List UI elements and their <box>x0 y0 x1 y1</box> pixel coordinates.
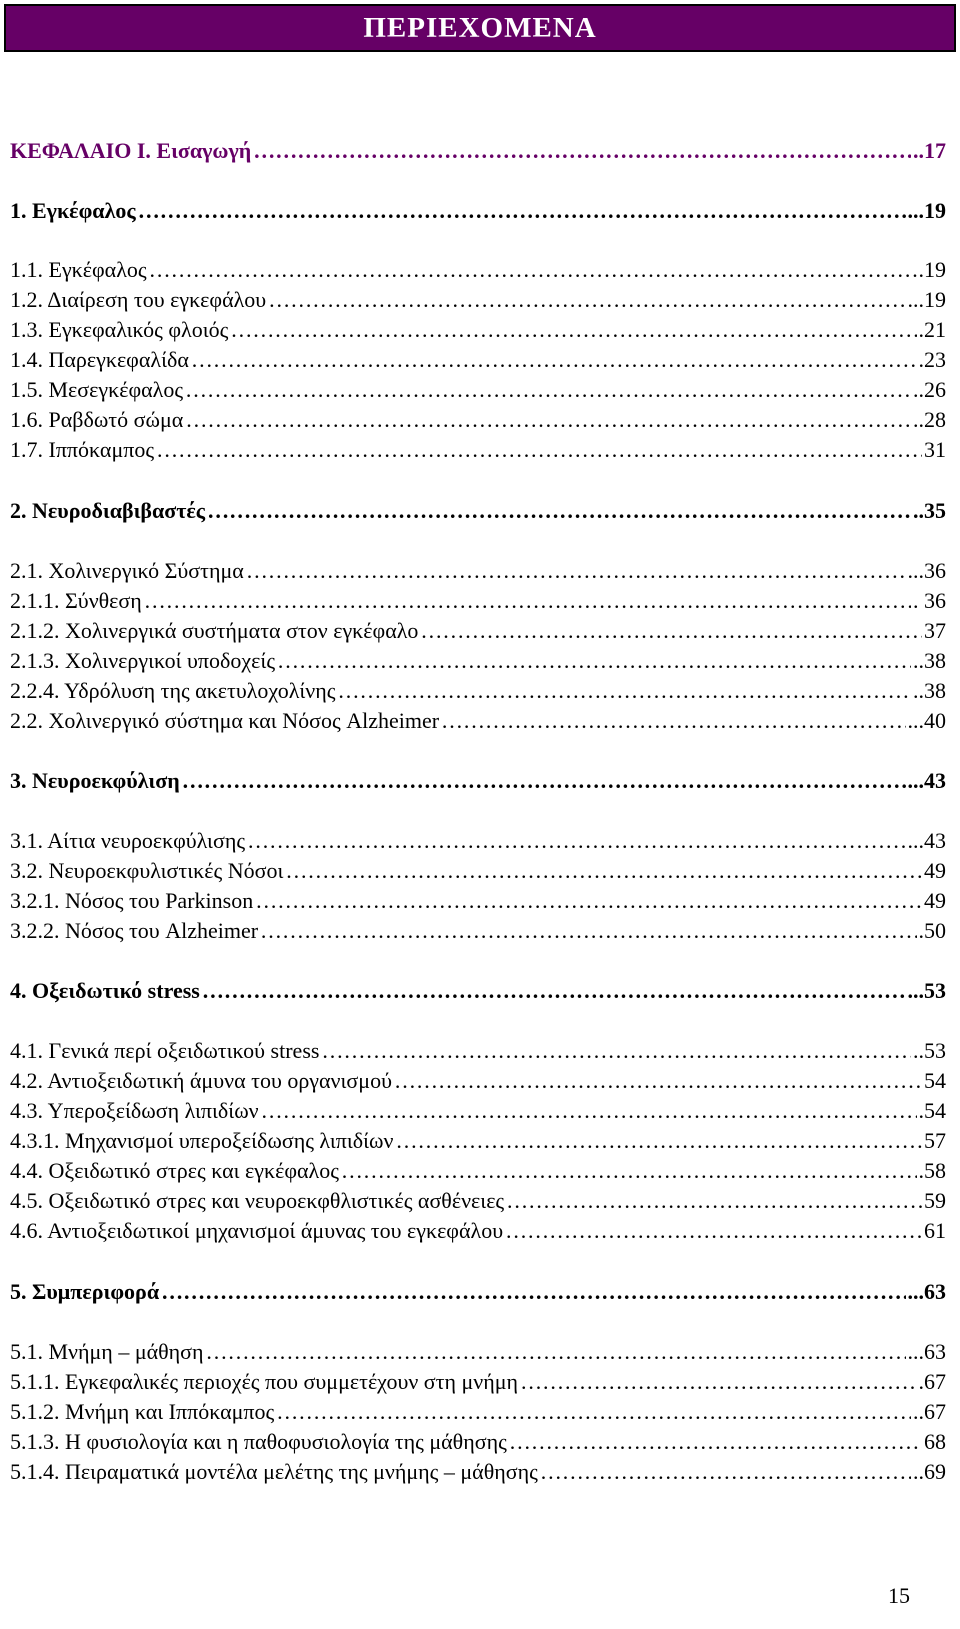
toc-entry-page: ...63 <box>907 1279 946 1304</box>
toc-leader-dots <box>182 766 906 796</box>
toc-leader-dots <box>520 1367 916 1397</box>
toc-entry[interactable] <box>10 435 946 465</box>
toc-leader-dots <box>285 856 922 886</box>
toc-entry-page: 61 <box>924 1218 946 1243</box>
toc-entry-page: ...36 <box>907 558 946 583</box>
toc-leader-dots <box>138 196 906 226</box>
toc-entry-label: 5.1.2. Μνήμη και Ιππόκαμπος <box>10 1399 275 1424</box>
toc-entry-page: ..17 <box>913 138 946 163</box>
toc-entry-page: .67 <box>918 1369 946 1394</box>
toc-entry-label: 4.2. Αντιοξειδωτική άμυνα του οργανισμού <box>10 1068 392 1093</box>
toc-entry-page: ...43 <box>907 828 946 853</box>
toc-entry-page: ...43 <box>907 768 946 793</box>
toc-entry[interactable] <box>10 1397 946 1427</box>
toc-entry-label: 4.3. Υπεροξείδωση λιπιδίων <box>10 1098 259 1123</box>
toc-entry-page: 54 <box>924 1068 946 1093</box>
toc-leader-dots <box>247 826 905 856</box>
toc-entry[interactable] <box>10 1277 946 1307</box>
toc-leader-dots <box>540 1457 911 1487</box>
toc-entry-label: 2.1.3. Χολινεργικοί υποδοχείς <box>10 648 276 673</box>
toc-entry-label: 5.1.4. Πειραματικά μοντέλα μελέτης της μνήμης – μάθησης <box>10 1459 538 1484</box>
toc-entry[interactable] <box>10 1216 946 1246</box>
toc-entry-page: 37 <box>924 618 946 643</box>
toc-entry-page: ..53 <box>913 1038 946 1063</box>
toc-entry[interactable] <box>10 1126 946 1156</box>
toc-entry-label: 4.5. Οξειδωτικό στρες και νευροεκφθλιστικές ασθένειες <box>10 1188 505 1213</box>
toc-entry-page: ..28 <box>913 407 946 432</box>
toc-leader-dots <box>185 405 911 435</box>
toc-entry-label: 1.1. Εγκέφαλος <box>10 257 147 282</box>
toc-leader-dots <box>246 556 906 586</box>
toc-entry-page: ..38 <box>913 678 946 703</box>
toc-leader-dots <box>395 1126 922 1156</box>
toc-leader-dots <box>321 1036 911 1066</box>
toc-entry[interactable] <box>10 826 946 856</box>
toc-leader-dots <box>149 255 917 285</box>
toc-entry-page: 49 <box>924 888 946 913</box>
toc-entry-label: 1. Εγκέφαλος <box>10 198 136 223</box>
toc-entry-page: .19 <box>918 257 946 282</box>
toc-entry-page: ...40 <box>907 708 946 733</box>
toc-leader-dots <box>394 1066 922 1096</box>
toc-entry[interactable] <box>10 496 946 526</box>
toc-entry-page: ..35 <box>913 498 946 523</box>
toc-entry[interactable] <box>10 1186 946 1216</box>
toc-entry-page: ...53 <box>907 978 946 1003</box>
toc-leader-dots <box>509 1427 922 1457</box>
toc-leader-dots <box>260 916 916 946</box>
toc-entry-page: ..69 <box>913 1459 946 1484</box>
toc-entry-page: .23 <box>918 347 946 372</box>
toc-entry-label: 5.1.3. Η φυσιολογία και η παθοφυσιολογία της μάθησης <box>10 1429 507 1454</box>
toc-entry-label: 2.1.1. Σύνθεση <box>10 588 142 613</box>
toc-leader-dots <box>261 1096 917 1126</box>
toc-leader-dots <box>185 375 911 405</box>
toc-leader-dots <box>268 285 905 315</box>
toc-entry-page: ..26 <box>913 377 946 402</box>
toc-entry-label: 1.4. Παρεγκεφαλίδα <box>10 347 189 372</box>
toc-entry[interactable] <box>10 375 946 405</box>
toc-entry[interactable] <box>10 315 946 345</box>
toc-leader-dots <box>161 1277 905 1307</box>
toc-entry[interactable] <box>10 1457 946 1487</box>
toc-entry[interactable] <box>10 1337 946 1367</box>
toc-entry-label: 2.2. Χολινεργικό σύστημα και Νόσος Alzheimer <box>10 708 440 733</box>
toc-entry[interactable] <box>10 1096 946 1126</box>
toc-entry-page: .21 <box>918 317 946 342</box>
toc-leader-dots <box>253 136 911 166</box>
toc-leader-dots <box>441 706 905 736</box>
toc-title-banner <box>4 4 956 52</box>
toc-entry[interactable] <box>10 976 946 1006</box>
toc-entry[interactable] <box>10 136 946 166</box>
toc-entry-label: 3.2. Νευροεκφυλιστικές Νόσοι <box>10 858 284 883</box>
toc-leader-dots <box>156 435 922 465</box>
toc-entry[interactable] <box>10 916 946 946</box>
toc-entry[interactable] <box>10 886 946 916</box>
toc-entry-page: 57 <box>924 1128 946 1153</box>
toc-leader-dots <box>207 496 911 526</box>
toc-entry-label: 2.2.4. Υδρόλυση της ακετυλοχολίνης <box>10 678 336 703</box>
toc-entry-page: 31 <box>924 437 946 462</box>
toc-entry-label: 2. Νευροδιαβιβαστές <box>10 498 206 523</box>
toc-entry-label: 4. Οξειδωτικό stress <box>10 978 200 1003</box>
toc-entry-label: 1.3. Εγκεφαλικός φλοιός <box>10 317 229 342</box>
toc-entry-label: 2.1. Χολινεργικό Σύστημα <box>10 558 244 583</box>
toc-entry-page: ..38 <box>913 648 946 673</box>
toc-entry-label: 4.3.1. Μηχανισμοί υπεροξείδωσης λιπιδίων <box>10 1128 394 1153</box>
toc-entry-label: 3.1. Αίτια νευροεκφύλισης <box>10 828 246 853</box>
toc-entry-page: ...19 <box>907 198 946 223</box>
toc-entry-label: 5.1. Μνήμη – μάθηση <box>10 1339 204 1364</box>
toc-entry-page: .54 <box>918 1098 946 1123</box>
toc-title: ΠΕΡΙΕΧΟΜΕΝΑ <box>363 12 597 44</box>
toc-entry[interactable] <box>10 766 946 796</box>
toc-entry-label: 1.5. Μεσεγκέφαλος <box>10 377 184 402</box>
toc-entry-label: ΚΕΦΑΛΑΙΟ Ι. Εισαγωγή <box>10 138 252 163</box>
toc-leader-dots <box>206 1337 906 1367</box>
toc-entry[interactable] <box>10 285 946 315</box>
toc-entry-label: 2.1.2. Χολινεργικά συστήματα στον εγκέφαλο <box>10 618 419 643</box>
toc-entry-label: 4.6. Αντιοξειδωτικοί μηχανισμοί άμυνας του εγκεφάλου <box>10 1218 504 1243</box>
toc-leader-dots <box>202 976 906 1006</box>
toc-entry[interactable] <box>10 1156 946 1186</box>
toc-entry[interactable] <box>10 1066 946 1096</box>
toc-entry-label: 5.1.1. Εγκεφαλικές περιοχές που συμμετέχουν στη μνήμη <box>10 1369 519 1394</box>
toc-entry[interactable] <box>10 616 946 646</box>
toc-entry[interactable] <box>10 1367 946 1397</box>
toc-entry-label: 1.7. Ιππόκαμπος <box>10 437 155 462</box>
toc-leader-dots <box>255 886 922 916</box>
toc-entry[interactable] <box>10 586 946 616</box>
toc-entry[interactable] <box>10 405 946 435</box>
toc-entry[interactable] <box>10 646 946 676</box>
toc-entry-label: 3.2.2. Νόσος του Alzheimer <box>10 918 259 943</box>
toc-leader-dots <box>277 646 911 676</box>
toc-leader-dots <box>506 1186 922 1216</box>
toc-entry-page: ..67 <box>913 1399 946 1424</box>
toc-leader-dots <box>337 676 911 706</box>
toc-entry[interactable] <box>10 255 946 285</box>
toc-leader-dots <box>505 1216 922 1246</box>
toc-entry-label: 5. Συμπεριφορά <box>10 1279 160 1304</box>
toc-entry[interactable] <box>10 556 946 586</box>
toc-entry-page: 68 <box>924 1429 946 1454</box>
toc-entry[interactable] <box>10 1036 946 1066</box>
page-number: 15 <box>888 1583 910 1608</box>
toc-entry-page: .50 <box>918 918 946 943</box>
toc-entry-label: 3.2.1. Νόσος του Parkinson <box>10 888 254 913</box>
toc-entry-page: ...19 <box>907 287 946 312</box>
toc-entry-page: ...63 <box>907 1339 946 1364</box>
toc-leader-dots <box>191 345 917 375</box>
toc-entry-page: 59 <box>924 1188 946 1213</box>
toc-entry-label: 3. Νευροεκφύλιση <box>10 768 180 793</box>
toc-entry-page: . 36 <box>913 588 946 613</box>
toc-entry-label: 4.4. Οξειδωτικό στρες και εγκέφαλος <box>10 1158 339 1183</box>
toc-entry-page: .58 <box>918 1158 946 1183</box>
toc-entry[interactable] <box>10 676 946 706</box>
toc-leader-dots <box>341 1156 917 1186</box>
toc-leader-dots <box>420 616 922 646</box>
toc-leader-dots <box>276 1397 911 1427</box>
toc-leader-dots <box>230 315 916 345</box>
toc-entry-page: 49 <box>924 858 946 883</box>
toc-entry[interactable] <box>10 706 946 736</box>
toc-entry[interactable] <box>10 1427 946 1457</box>
toc-entry-label: 1.6. Ραβδωτό σώμα <box>10 407 184 432</box>
toc-entry[interactable] <box>10 196 946 226</box>
toc-entry[interactable] <box>10 856 946 886</box>
toc-leader-dots <box>144 586 911 616</box>
toc-entry-label: 1.2. Διαίρεση του εγκεφάλου <box>10 287 267 312</box>
toc-entry[interactable] <box>10 345 946 375</box>
toc-entry-label: 4.1. Γενικά περί οξειδωτικού stress <box>10 1038 320 1063</box>
